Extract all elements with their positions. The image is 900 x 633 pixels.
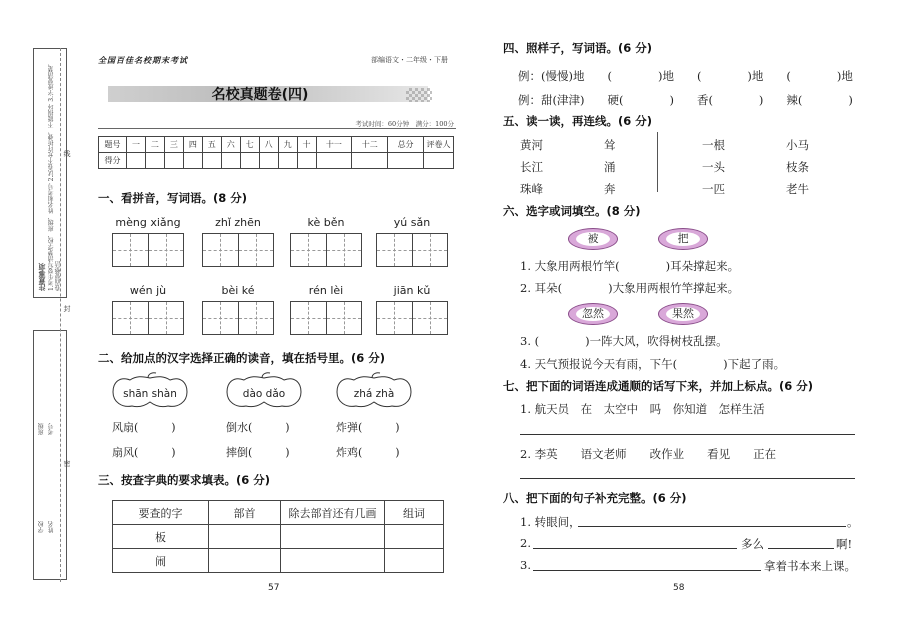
choice-word: 被 [576,232,610,246]
sec8-prefix: 3. [520,558,531,572]
connect-right-measure[interactable]: 一头 [702,160,725,174]
score-table-header-row [99,137,454,153]
binding-strip [33,48,71,582]
table-header-row [113,501,444,525]
connect-left-word[interactable]: 黄河 [520,138,543,152]
connect-left-verb[interactable]: 奔 [604,182,616,196]
score-input[interactable] [388,153,424,169]
score-cell: 总分 [388,137,424,153]
score-input[interactable] [316,153,352,169]
section-2-title: 二、给加点的汉字选择正确的读音，填在括号里。(6 分) [98,351,386,365]
brand-text: 全国百佳名校期末考试 [98,56,188,65]
pinyin-group [202,284,274,335]
score-input[interactable] [278,153,297,169]
pinyin-label: yú sǎn [393,216,431,229]
section-4-title: 四、照样子，写词语。(6 分) [503,41,653,55]
pinyin-label: bèi ké [221,284,255,297]
divider [98,128,456,129]
table-header: 要查的字 [113,501,209,525]
pinyin-label: jiān kǔ [393,284,431,297]
sec8-prefix: 1. 转眼间， [520,515,581,529]
writing-grid[interactable] [290,233,362,267]
choice-word: 忽然 [576,307,610,321]
answer-line[interactable] [578,526,846,527]
pinyin-group [112,216,184,267]
seal-mark: 封 [63,305,71,312]
section-5-title: 五、读一读，再连线。(6 分) [503,114,653,128]
sec8-suffix: 。 [847,515,859,529]
section-3-title: 三、按查字典的要求填表。(6 分) [98,473,271,487]
word-choice-item[interactable]: 炸鸡( ) [336,446,400,459]
score-cell: 八 [259,137,278,153]
table-row [113,549,444,573]
field-name-label: 姓名 [48,521,55,533]
field-class-label: 班级 [38,423,45,435]
score-cell: 评卷人 [424,137,454,153]
choice-word: 把 [666,232,700,246]
pinyin-group [290,284,362,335]
sec8-prefix: 2. [520,536,531,550]
pinyin-group [112,284,184,335]
field-school-label: 学校 [38,521,45,533]
sec7-question: 1. 航天员 在 太空中 吗 你知道 怎样生活 [520,402,765,416]
sec8-suffix: 啊! [836,537,853,551]
student-info-box [33,330,67,580]
score-cell: 九 [278,137,297,153]
score-cell: 题号 [99,137,127,153]
answer-line[interactable] [768,548,834,549]
sec4-line2[interactable]: 例：甜(津津) 硬( ) 香( ) 辣( ) [518,93,853,107]
table-cell: 闹 [113,549,209,573]
word-choice-item[interactable]: 风扇( ) [112,421,176,434]
header-band [98,55,456,67]
score-table [98,136,454,169]
apple-pinyin: zhá zhà [353,388,395,400]
table-header: 组词 [385,501,444,525]
notes-text: 1.考生要写清楚学校、班级、姓名和考号 2.试卷不允许折叠、不能损坏 3.字迹要清楚、卷面要整洁 [48,60,62,291]
section-1-title: 一、看拼音，写词语。(8 分) [98,191,248,205]
word-choice-item[interactable]: 炸弹( ) [336,421,400,434]
choice-oval [568,228,618,250]
writing-grid[interactable] [376,301,448,335]
score-cell: 十一 [316,137,352,153]
cut-line [60,48,61,582]
dictionary-table [112,500,444,573]
score-input[interactable] [164,153,183,169]
answer-line[interactable] [533,548,737,549]
connect-divider [657,132,658,192]
connect-right-noun[interactable]: 老牛 [786,182,809,196]
score-cell: 七 [240,137,259,153]
pinyin-label: zhǐ zhēn [215,216,261,229]
writing-grid[interactable] [202,233,274,267]
connect-right-measure[interactable]: 一根 [702,138,725,152]
page-number-right: 58 [673,583,685,593]
score-input[interactable] [183,153,202,169]
connect-left-verb[interactable]: 涌 [604,160,616,174]
sec8-mid: 多么 [741,537,764,551]
pinyin-group [376,216,448,267]
choice-oval [658,303,708,325]
section-7-title: 七、把下面的词语连成通顺的话写下来，并加上标点。(6 分) [503,379,814,393]
score-cell: 六 [221,137,240,153]
pinyin-group [376,284,448,335]
section-8-title: 八、把下面的句子补充完整。(6 分) [503,491,687,505]
apple-pinyin-choice [336,372,412,410]
notes-box [33,48,67,298]
pinyin-label: wén jù [129,284,167,297]
sec6-question[interactable]: 3. ( )一阵大风，吹得树枝乱摆。 [520,334,728,348]
score-input[interactable] [297,153,316,169]
score-input[interactable] [127,153,146,169]
connect-right-measure[interactable]: 一匹 [702,182,725,196]
apple-pinyin-choice [226,372,302,410]
edition-text: 部编语文・二年级・下册 [371,56,448,64]
answer-cell[interactable] [281,549,385,573]
connect-left-verb[interactable]: 耸 [604,138,616,152]
score-input[interactable] [221,153,240,169]
score-cell: 二 [145,137,164,153]
line-mark: 线 [63,150,71,157]
connect-right-noun[interactable]: 枝条 [786,160,809,174]
left-page [90,40,462,610]
connect-right-noun[interactable]: 小马 [786,138,809,152]
word-choice-item[interactable]: 扇风( ) [112,446,176,459]
score-input[interactable] [202,153,221,169]
answer-cell[interactable] [209,549,281,573]
score-input[interactable] [352,153,388,169]
notes-label: 注意事项 [37,263,46,291]
word-choice-item[interactable]: 摔倒( ) [226,446,290,459]
score-cell: 十二 [352,137,388,153]
connect-left-word[interactable]: 长江 [520,160,543,174]
answer-line[interactable] [533,570,761,571]
sec6-question[interactable]: 4. 天气预报说今天有雨，下午( )下起了雨。 [520,357,786,371]
word-choice-item[interactable]: 倒水( ) [226,421,290,434]
apple-pinyin: shān shàn [123,388,177,400]
score-input[interactable] [259,153,278,169]
sec7-question: 2. 李英 语文老师 改作业 看见 正在 [520,447,777,461]
score-input[interactable] [424,153,454,169]
writing-grid[interactable] [376,233,448,267]
pinyin-label: mèng xiǎng [115,216,181,229]
score-table-score-row [99,153,454,169]
pinyin-group [202,216,274,267]
answer-cell[interactable] [385,525,444,549]
choice-oval [568,303,618,325]
page-number-left: 57 [268,583,280,593]
answer-cell[interactable] [281,525,385,549]
apple-pinyin-choice [112,372,188,410]
score-input[interactable] [240,153,259,169]
writing-grid[interactable] [202,301,274,335]
sec4-line1[interactable]: 例：(慢慢)地 ( )地 ( )地 ( )地 [518,69,853,83]
score-cell: 五 [202,137,221,153]
score-label: 得分 [99,153,127,169]
apple-pinyin: dào dǎo [242,388,286,400]
dense-mark: 密 [63,460,71,467]
table-header: 部首 [209,501,281,525]
pinyin-label: rén lèi [308,284,344,297]
pinyin-label: kè běn [307,216,345,229]
score-cell: 三 [164,137,183,153]
sec8-suffix: 拿着书本来上课。 [764,559,856,573]
writing-grid[interactable] [112,233,184,267]
score-cell: 一 [127,137,146,153]
table-header: 除去部首还有几画 [281,501,385,525]
sec6-question[interactable]: 2. 耳朵( )大象用两根竹竿撑起来。 [520,281,740,295]
choice-oval [658,228,708,250]
page-title: 名校真题卷(四) [211,87,309,103]
connect-left-word[interactable]: 珠峰 [520,182,543,196]
answer-line[interactable] [520,478,855,479]
field-examno-label: 考号 [48,423,55,435]
table-row [113,525,444,549]
pinyin-group [290,216,362,267]
sec6-question[interactable]: 1. 大象用两根竹竿( )耳朵撑起来。 [520,259,740,273]
exam-info: 考试时间：60分钟 满分：100分 [355,120,454,128]
answer-cell[interactable] [385,549,444,573]
score-input[interactable] [145,153,164,169]
choice-word: 果然 [666,307,700,321]
table-cell: 板 [113,525,209,549]
score-cell: 十 [297,137,316,153]
answer-line[interactable] [520,434,855,435]
answer-cell[interactable] [209,525,281,549]
writing-grid[interactable] [290,301,362,335]
section-6-title: 六、选字或词填空。(8 分) [503,204,641,218]
writing-grid[interactable] [112,301,184,335]
score-cell: 四 [183,137,202,153]
